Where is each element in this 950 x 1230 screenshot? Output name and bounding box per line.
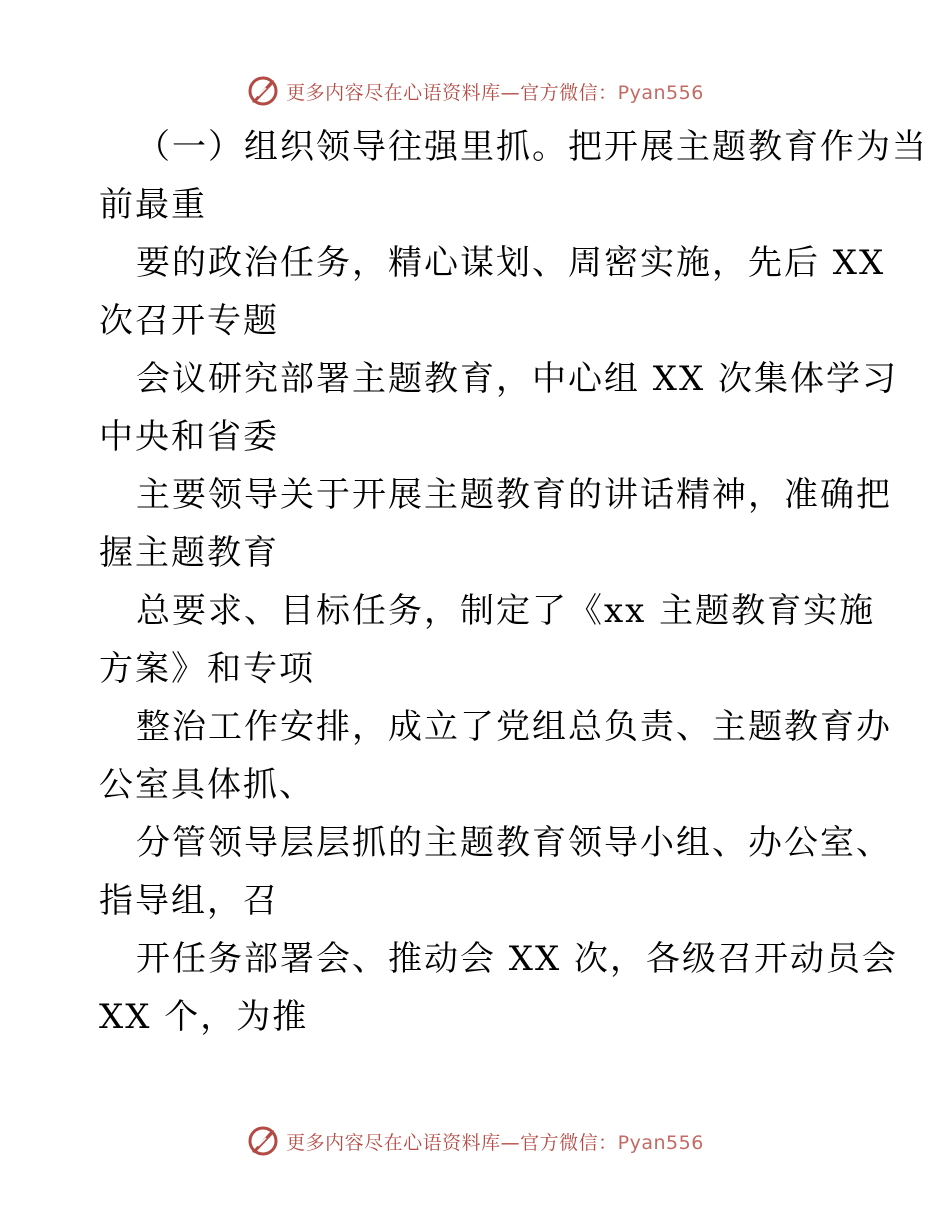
header-banner-text: 更多内容尽在心语资料库—官方微信：Pyan556 <box>286 81 704 104</box>
header-wechat-id: Pyan556 <box>617 81 704 104</box>
header-watermark-banner <box>0 71 950 111</box>
doc-line: 次召开专题 <box>99 301 279 341</box>
footer-watermark-banner <box>0 1121 950 1161</box>
feather-pen-logo-icon <box>246 74 280 108</box>
doc-line: 分管领导层层抓的主题教育领导小组、办公室、 <box>136 823 892 863</box>
doc-line: 公室具体抓、 <box>99 765 315 805</box>
doc-line: （一）组织领导往强里抓。把开展主题教育作为当 <box>136 127 928 167</box>
doc-line: 前最重 <box>99 185 207 225</box>
doc-line: 开任务部署会、推动会 XX 次，各级召开动员会 <box>136 939 899 979</box>
footer-wechat-id: Pyan556 <box>617 1131 704 1154</box>
doc-line: 中央和省委 <box>99 417 279 457</box>
doc-line: 方案》和专项 <box>99 649 315 689</box>
doc-line: 总要求、目标任务，制定了《xx 主题教育实施 <box>136 591 876 631</box>
doc-line: XX 个，为推 <box>99 997 309 1037</box>
doc-line: 指导组，召 <box>99 881 279 921</box>
doc-line: 握主题教育 <box>99 533 279 573</box>
doc-line: 会议研究部署主题教育，中心组 XX 次集体学习 <box>136 359 899 399</box>
footer-banner-text: 更多内容尽在心语资料库—官方微信：Pyan556 <box>286 1131 704 1154</box>
doc-line: 主要领导关于开展主题教育的讲话精神，准确把 <box>136 475 892 515</box>
document-body <box>99 118 928 1046</box>
feather-pen-logo-icon <box>246 1124 280 1158</box>
doc-line: 要的政治任务，精心谋划、周密实施，先后 XX <box>136 243 886 283</box>
doc-line: 整治工作安排，成立了党组总负责、主题教育办 <box>136 707 892 747</box>
